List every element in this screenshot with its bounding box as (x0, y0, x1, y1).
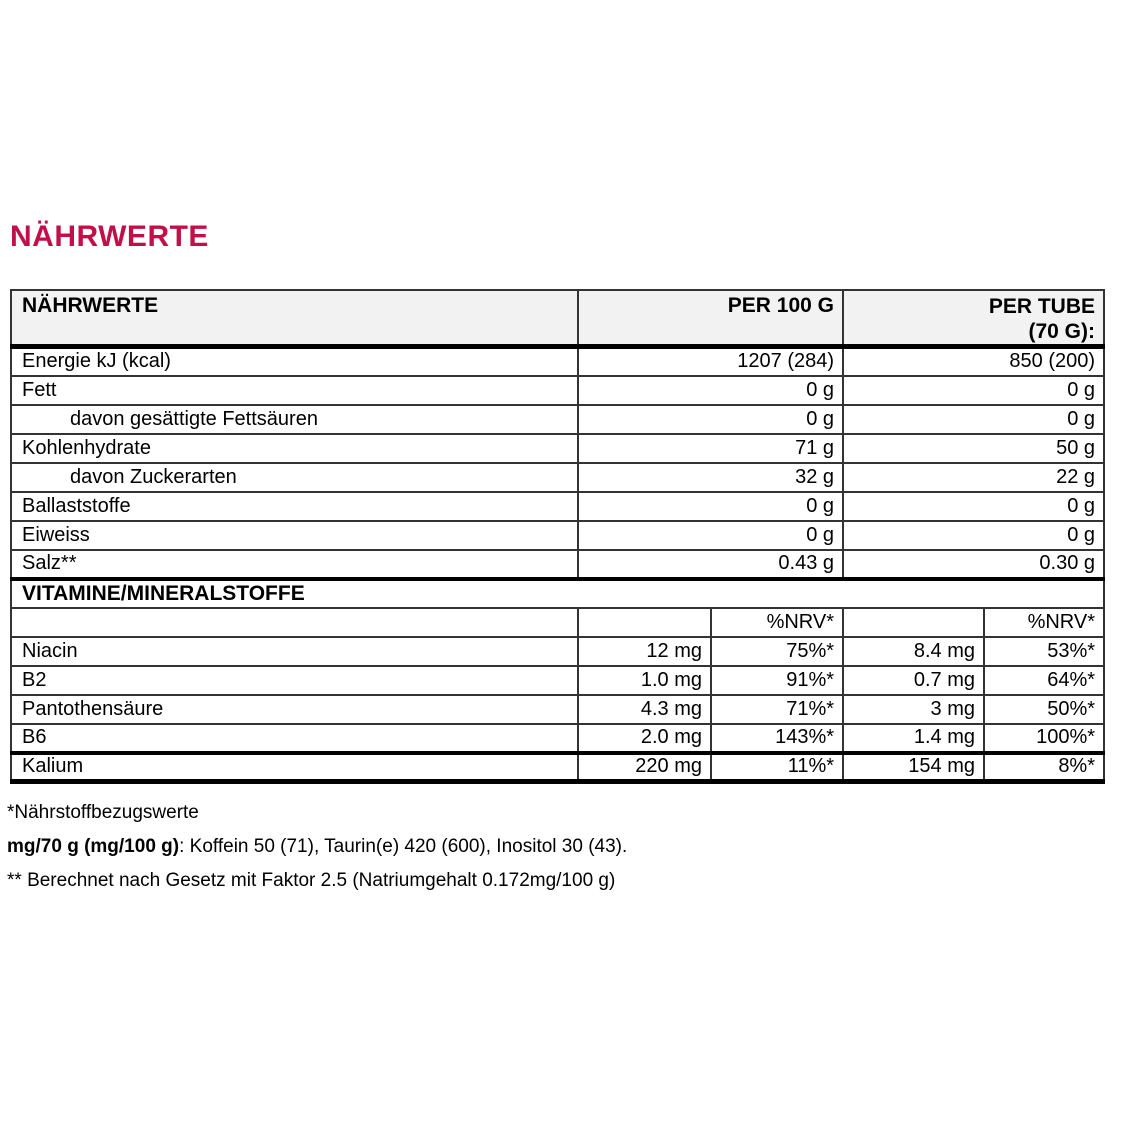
table-row (11, 405, 1104, 434)
table-header-row (11, 290, 1104, 347)
table-row (11, 492, 1104, 521)
header-per-tube-cell (843, 290, 1104, 347)
row-label: davon Zuckerarten (11, 463, 578, 492)
row-nrv-per-tube: 100%* (984, 724, 1104, 753)
row-label: Kohlenhydrate (11, 434, 578, 463)
header-title-cell: NÄHRWERTE (11, 290, 578, 347)
page-title: NÄHRWERTE (10, 220, 209, 253)
header-per-tube-line2: (70 G): (1028, 320, 1096, 343)
row-value-per-tube: 22 g (843, 463, 1104, 492)
row-label: B2 (11, 666, 578, 695)
row-value-per-tube: 0 g (843, 521, 1104, 550)
row-value-per-tube: 50 g (843, 434, 1104, 463)
row-nrv-per-100g: 143%* (711, 724, 843, 753)
row-nrv-per-100g: 75%* (711, 637, 843, 666)
table-row (11, 550, 1104, 579)
vitamins-section (11, 579, 1104, 637)
footnote-nrv: *Nährstoffbezugswerte (7, 802, 199, 823)
table-row (11, 521, 1104, 550)
row-nrv-per-tube: 53%* (984, 637, 1104, 666)
nrv-subheader-empty-100g (578, 608, 711, 637)
table-row (11, 724, 1104, 753)
header-per-tube-line1: PER TUBE (988, 295, 1096, 318)
table-row (11, 434, 1104, 463)
row-nrv-per-100g: 91%* (711, 666, 843, 695)
row-value-per-100g: 32 g (578, 463, 843, 492)
row-value-per-100g: 0 g (578, 521, 843, 550)
row-label: Eiweiss (11, 521, 578, 550)
row-nrv-per-tube: 50%* (984, 695, 1104, 724)
row-amount-per-tube: 8.4 mg (843, 637, 984, 666)
nutrition-table (10, 289, 1105, 784)
row-label: B6 (11, 724, 578, 753)
nrv-subheader-empty-tube (843, 608, 984, 637)
table-row (11, 463, 1104, 492)
row-value-per-100g: 0 g (578, 376, 843, 405)
vitamins-section-title: VITAMINE/MINERALSTOFFE (11, 579, 1104, 608)
row-label: Kalium (11, 753, 578, 782)
row-amount-per-tube: 3 mg (843, 695, 984, 724)
table-row (11, 376, 1104, 405)
row-value-per-tube: 850 (200) (843, 347, 1104, 376)
macro-rows-section (11, 347, 1104, 579)
row-value-per-100g: 0 g (578, 405, 843, 434)
table-row (11, 753, 1104, 782)
row-amount-per-tube: 0.7 mg (843, 666, 984, 695)
row-label: Niacin (11, 637, 578, 666)
row-amount-per-tube: 1.4 mg (843, 724, 984, 753)
row-value-per-tube: 0 g (843, 492, 1104, 521)
row-amount-per-100g: 1.0 mg (578, 666, 711, 695)
footnote-additives-rest: : Koffein 50 (71), Taurin(e) 420 (600), Inositol 30 (43). (179, 836, 628, 857)
row-nrv-per-100g: 11%* (711, 753, 843, 782)
footnote-salt: ** Berechnet nach Gesetz mit Faktor 2.5 (Natriumgehalt 0.172mg/100 g) (7, 870, 616, 891)
table-row (11, 666, 1104, 695)
vitamins-rows-section (11, 637, 1104, 782)
row-amount-per-100g: 4.3 mg (578, 695, 711, 724)
nrv-subheader-empty-label (11, 608, 578, 637)
row-nrv-per-tube: 8%* (984, 753, 1104, 782)
row-amount-per-tube: 154 mg (843, 753, 984, 782)
footnotes (7, 802, 1107, 904)
vitamins-section-header-row (11, 579, 1104, 608)
table-row (11, 637, 1104, 666)
row-amount-per-100g: 220 mg (578, 753, 711, 782)
nrv-subheader-tube: %NRV* (984, 608, 1104, 637)
row-nrv-per-100g: 71%* (711, 695, 843, 724)
row-value-per-tube: 0.30 g (843, 550, 1104, 579)
row-value-per-100g: 0 g (578, 492, 843, 521)
row-amount-per-100g: 12 mg (578, 637, 711, 666)
nrv-subheader-row (11, 608, 1104, 637)
row-nrv-per-tube: 64%* (984, 666, 1104, 695)
row-value-per-tube: 0 g (843, 405, 1104, 434)
row-label: Pantothensäure (11, 695, 578, 724)
table-row (11, 695, 1104, 724)
row-value-per-100g: 0.43 g (578, 550, 843, 579)
footnote-additives (7, 836, 1107, 857)
row-amount-per-100g: 2.0 mg (578, 724, 711, 753)
row-label: Salz** (11, 550, 578, 579)
footnote-additives-bold: mg/70 g (mg/100 g) (7, 836, 180, 857)
row-label: Ballaststoffe (11, 492, 578, 521)
nrv-subheader-100g: %NRV* (711, 608, 843, 637)
table-row (11, 347, 1104, 376)
row-value-per-100g: 1207 (284) (578, 347, 843, 376)
row-label: Fett (11, 376, 578, 405)
row-label: davon gesättigte Fettsäuren (11, 405, 578, 434)
row-label: Energie kJ (kcal) (11, 347, 578, 376)
header-per-100g-cell: PER 100 G (578, 290, 843, 347)
row-value-per-100g: 71 g (578, 434, 843, 463)
row-value-per-tube: 0 g (843, 376, 1104, 405)
